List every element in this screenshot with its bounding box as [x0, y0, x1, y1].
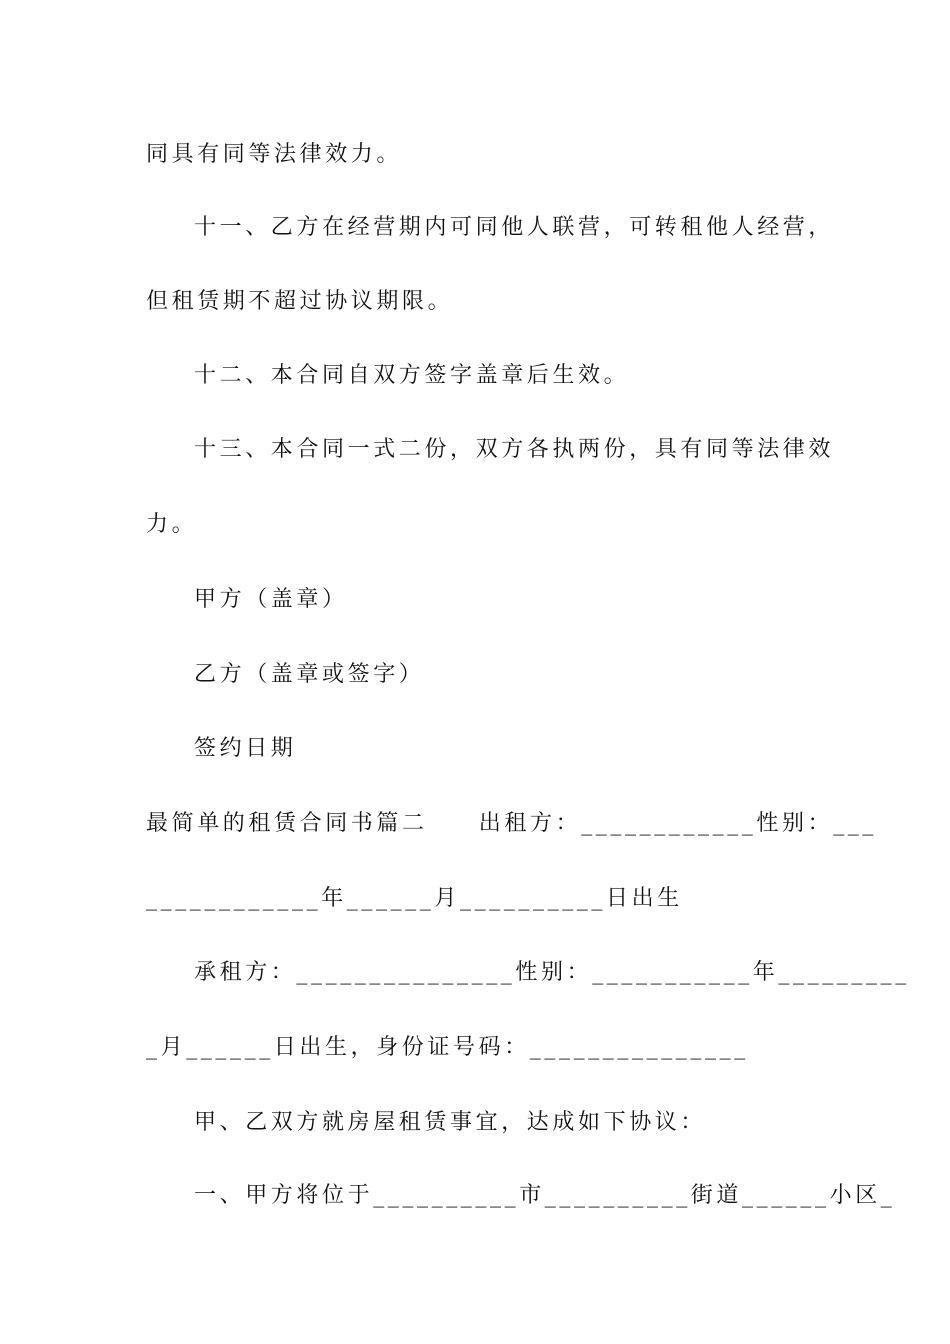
paragraph-line: 力。: [146, 512, 198, 537]
signature-line-party-a: 甲方（盖章）: [194, 587, 348, 612]
signature-line-party-b: 乙方（盖章或签字）: [194, 662, 425, 687]
signing-date-label: 签约日期: [194, 736, 297, 761]
paragraph-line: 承租方：_______________性别：___________年_________: [194, 960, 910, 985]
paragraph-line: 十二、本合同自双方签字盖章后生效。: [194, 363, 630, 388]
paragraph-line: 同具有同等法律效力。: [146, 142, 403, 167]
paragraph-line: 甲、乙双方就房屋租赁事宜，达成如下协议：: [194, 1110, 707, 1135]
paragraph-line: 一、甲方将位于__________市__________街道______小区_: [194, 1183, 896, 1208]
paragraph-line: ____________年______月__________日出生: [146, 886, 683, 911]
paragraph-line: 十一、乙方在经营期内可同他人联营，可转租他人经营，: [194, 215, 835, 240]
paragraph-line: _月______日出生，身份证号码：_______________: [146, 1035, 749, 1060]
paragraph-line: 但租赁期不超过协议期限。: [146, 289, 454, 314]
section-heading-line: 最简单的租赁合同书篇二 出租方：____________性别：___: [146, 811, 878, 836]
paragraph-line: 十三、本合同一式二份，双方各执两份，具有同等法律效: [194, 437, 835, 462]
